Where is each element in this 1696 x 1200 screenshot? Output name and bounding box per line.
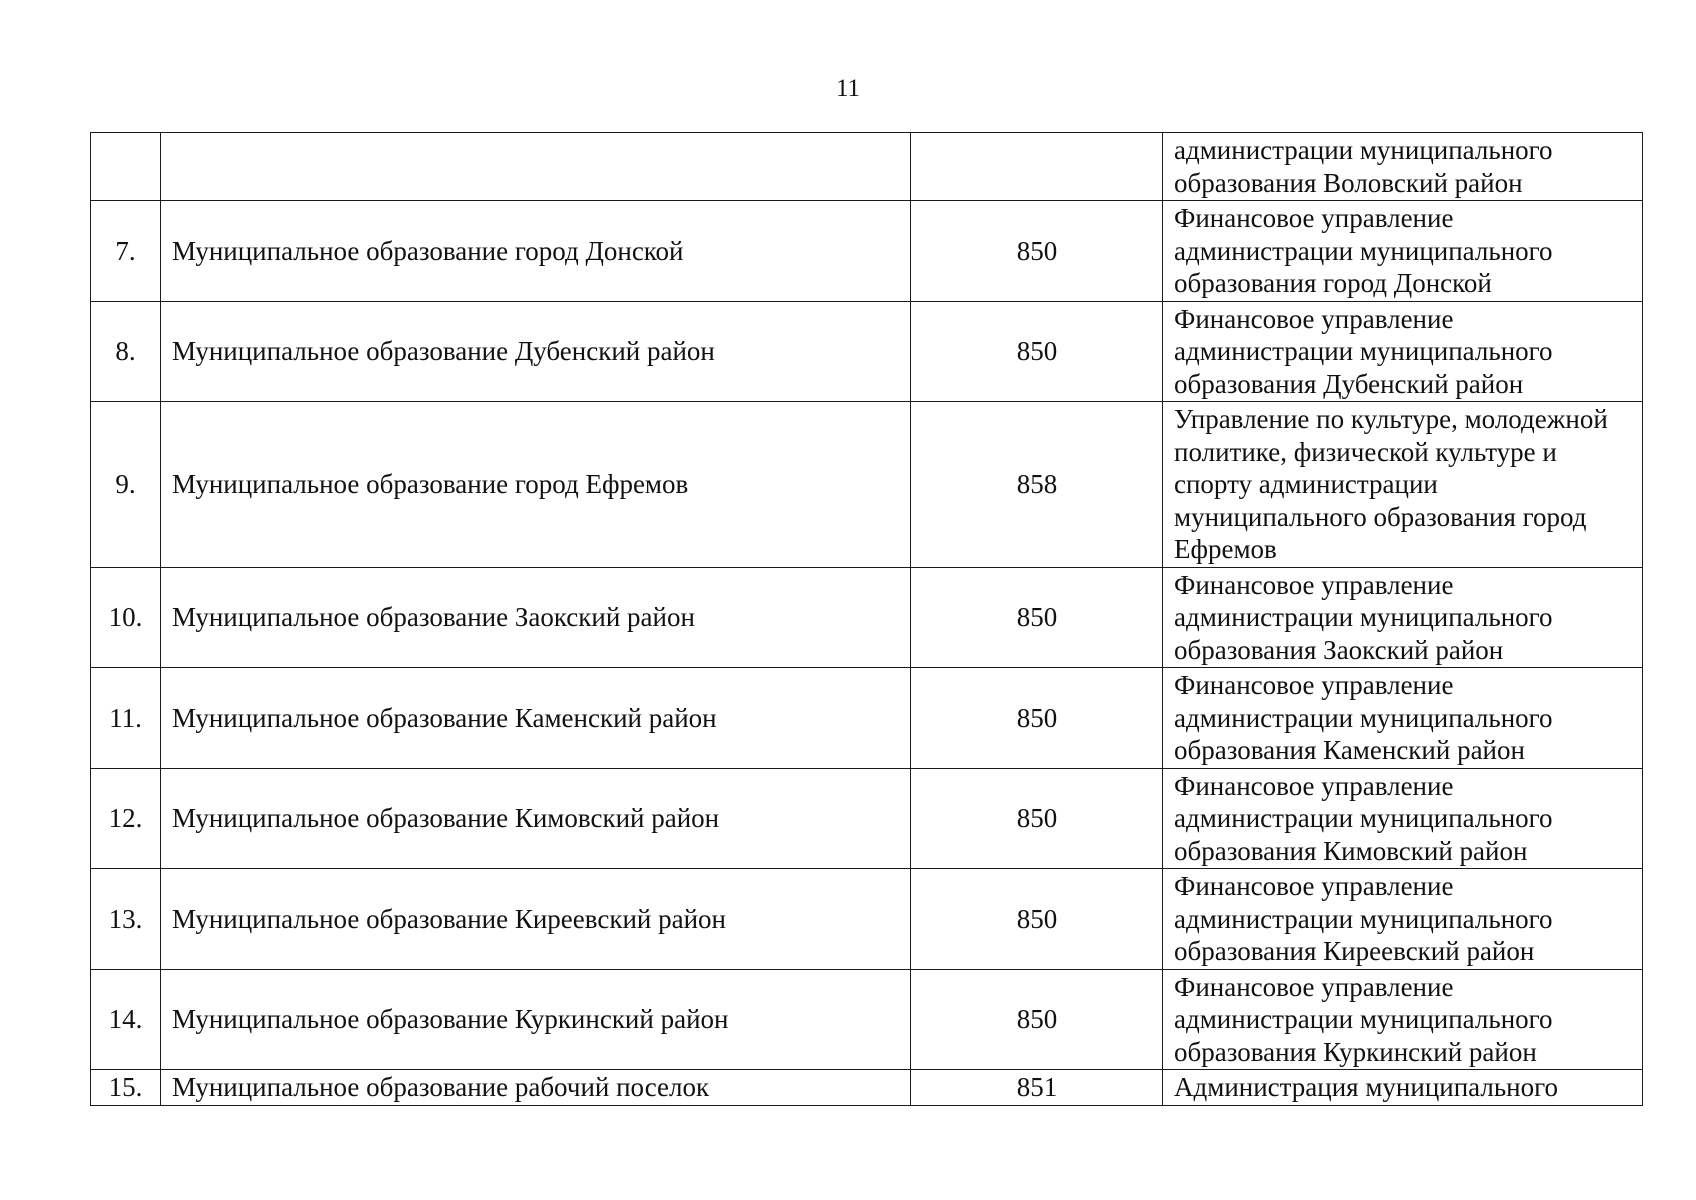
administrator-cell: Финансовое управление администрации муниципального образования Кимовский район	[1163, 768, 1643, 869]
code-cell: 850	[911, 768, 1163, 869]
municipality-name-cell: Муниципальное образование Каменский район	[161, 668, 911, 769]
municipality-name-cell: Муниципальное образование Куркинский район	[161, 969, 911, 1070]
table-row	[91, 301, 1643, 402]
administrator-cell: Финансовое управление администрации муниципального образования Каменский район	[1163, 668, 1643, 769]
row-number-cell: 9.	[91, 402, 161, 568]
code-cell: 850	[911, 567, 1163, 668]
table-row	[91, 1070, 1643, 1106]
row-number-cell: 11.	[91, 668, 161, 769]
row-number-cell	[91, 133, 161, 201]
administrator-cell: Финансовое управление администрации муниципального образования Дубенский район	[1163, 301, 1643, 402]
row-number-cell: 12.	[91, 768, 161, 869]
municipality-name-cell: Муниципальное образование рабочий поселок	[161, 1070, 911, 1106]
table-row	[91, 567, 1643, 668]
row-number-cell: 14.	[91, 969, 161, 1070]
code-cell: 858	[911, 402, 1163, 568]
code-cell: 850	[911, 201, 1163, 302]
administrator-cell: Финансовое управление администрации муниципального образования Киреевский район	[1163, 869, 1643, 970]
budget-recipients-table	[90, 132, 1643, 1106]
code-cell: 850	[911, 869, 1163, 970]
administrator-cell: Управление по культуре, молодежной политике, физической культуре и спорту администрации муниципального образования город Ефремов	[1163, 402, 1643, 568]
table-row	[91, 869, 1643, 970]
row-number-cell: 7.	[91, 201, 161, 302]
administrator-cell: Финансовое управление администрации муниципального образования город Донской	[1163, 201, 1643, 302]
municipality-name-cell: Муниципальное образование Кимовский район	[161, 768, 911, 869]
municipality-name-cell: Муниципальное образование Заокский район	[161, 567, 911, 668]
row-number-cell: 15.	[91, 1070, 161, 1106]
code-cell: 850	[911, 301, 1163, 402]
municipality-name-cell	[161, 133, 911, 201]
row-number-cell: 13.	[91, 869, 161, 970]
table-row	[91, 402, 1643, 568]
administrator-cell: Администрация муниципального	[1163, 1070, 1643, 1106]
page-number: 11	[835, 75, 861, 102]
table-row	[91, 668, 1643, 769]
row-number-cell: 8.	[91, 301, 161, 402]
municipality-name-cell: Муниципальное образование город Ефремов	[161, 402, 911, 568]
municipality-name-cell: Муниципальное образование Киреевский район	[161, 869, 911, 970]
municipality-name-cell: Муниципальное образование Дубенский район	[161, 301, 911, 402]
table-row	[91, 768, 1643, 869]
row-number-cell: 10.	[91, 567, 161, 668]
administrator-cell: Финансовое управление администрации муниципального образования Куркинский район	[1163, 969, 1643, 1070]
administrator-cell: Финансовое управление администрации муниципального образования Заокский район	[1163, 567, 1643, 668]
table-row	[91, 133, 1643, 201]
municipality-name-cell: Муниципальное образование город Донской	[161, 201, 911, 302]
code-cell: 851	[911, 1070, 1163, 1106]
table-row	[91, 969, 1643, 1070]
table-row	[91, 201, 1643, 302]
code-cell: 850	[911, 668, 1163, 769]
code-cell: 850	[911, 969, 1163, 1070]
administrator-cell: администрации муниципального образования Воловский район	[1163, 133, 1643, 201]
code-cell	[911, 133, 1163, 201]
